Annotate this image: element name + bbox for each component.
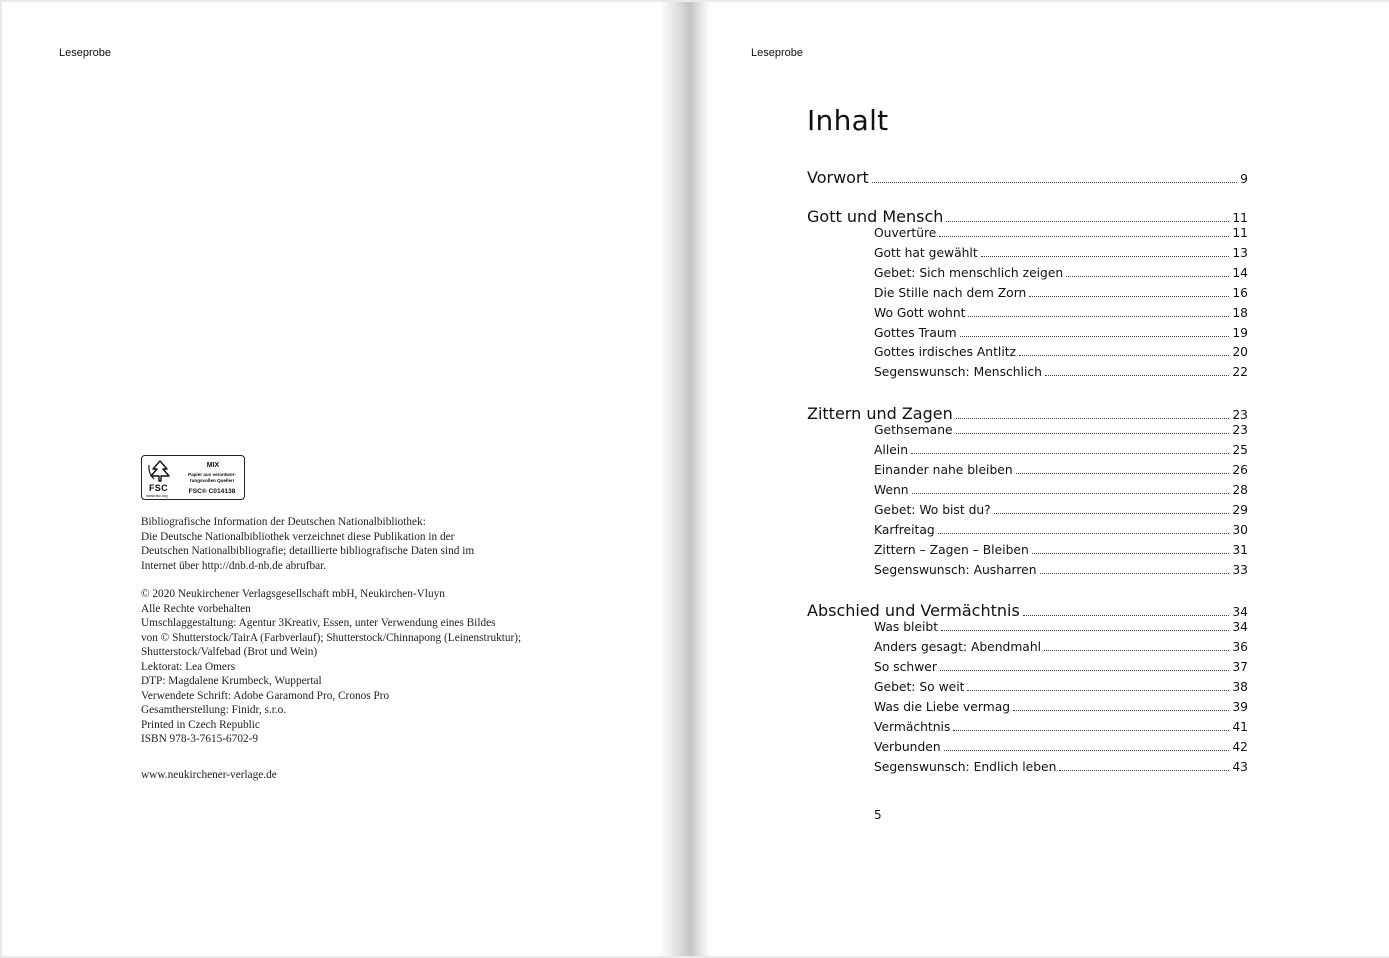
- toc-leader-dots: [1032, 553, 1230, 554]
- toc-entry-label: Wenn: [874, 482, 909, 497]
- toc-entry: [874, 423, 1248, 437]
- fsc-description: [180, 472, 244, 483]
- toc-entry-page: 19: [1232, 325, 1248, 340]
- toc-entry-label: Abschied und Vermächtnis: [807, 601, 1020, 621]
- toc-leader-dots: [912, 493, 1230, 494]
- toc-entry-label: Gebet: Wo bist du?: [874, 502, 991, 517]
- toc-leader-dots: [967, 690, 1229, 691]
- running-head-left: Leseprobe: [59, 47, 111, 59]
- imprint-line: Lektorat: Lea Omers: [141, 660, 236, 673]
- toc-entry-label: Gott hat gewählt: [874, 245, 978, 260]
- toc-entry-page: 29: [1232, 502, 1248, 517]
- fsc-license: FSC® C014138: [188, 488, 236, 495]
- publisher-website: www.neukirchener-verlage.de: [141, 769, 277, 781]
- toc-entry: [874, 563, 1248, 577]
- fsc-tree-icon: [146, 459, 174, 483]
- toc-section: [807, 168, 1248, 187]
- toc-leader-dots: [981, 256, 1230, 257]
- toc-entry-label: Zittern und Zagen: [807, 404, 953, 424]
- imprint-credits: [141, 587, 611, 747]
- toc-entry-page: 20: [1232, 345, 1248, 360]
- toc-entry: [874, 306, 1248, 320]
- toc-entry-label: Gebet: Sich menschlich zeigen: [874, 265, 1064, 280]
- toc-entry-label: Zittern – Zagen – Bleiben: [874, 542, 1029, 557]
- biblio-line: Internet über http://dnb.d-nb.de abrufbar.: [141, 559, 327, 572]
- imprint-line: © 2020 Neukirchener Verlagsgesellschaft mbH, Neukirchen-Vluyn: [141, 588, 445, 600]
- toc-leader-dots: [940, 670, 1229, 671]
- toc-entry-label: Vorwort: [807, 168, 869, 187]
- toc-entry: [874, 226, 1248, 240]
- toc-entry-page: 39: [1232, 700, 1248, 714]
- toc-leader-dots: [1029, 296, 1229, 297]
- toc-entry-page: 38: [1232, 680, 1248, 695]
- fsc-description-line: tungsvollen Quellen: [190, 477, 234, 483]
- toc-leader-dots: [960, 336, 1230, 337]
- toc-entry: [874, 720, 1248, 734]
- imprint-line: Verwendete Schrift: Adobe Garamond Pro, Cronos Pro: [141, 689, 390, 702]
- toc-entry-label: Gottes irdisches Antlitz: [874, 345, 1017, 360]
- toc-entry-label: Gebet: So weit: [874, 680, 965, 695]
- page-number: 5: [874, 808, 882, 822]
- toc-leader-dots: [1059, 770, 1229, 771]
- toc-leader-dots: [944, 750, 1230, 751]
- toc-entry-page: 34: [1232, 620, 1248, 635]
- toc-entry-label: Was bleibt: [874, 620, 939, 635]
- toc-leader-dots: [968, 316, 1229, 317]
- toc-leader-dots: [956, 433, 1230, 434]
- toc-entry: [874, 266, 1248, 280]
- toc-entry-page: 43: [1232, 759, 1248, 774]
- toc-leader-dots: [1013, 710, 1229, 711]
- toc-entry-page: 22: [1232, 365, 1248, 380]
- toc-entry-page: 18: [1232, 305, 1248, 320]
- imprint-line: Alle Rechte vorbehalten: [141, 602, 251, 615]
- toc-entry-label: Karfreitag: [874, 522, 935, 537]
- toc-entry: [874, 286, 1248, 300]
- toc-entry: [874, 640, 1248, 654]
- toc-title: Inhalt: [807, 104, 889, 137]
- imprint-line: Shutterstock/Valfebad (Brot und Wein): [141, 646, 318, 658]
- toc-leader-dots: [1023, 615, 1230, 616]
- toc-entry-page: 42: [1232, 739, 1248, 754]
- imprint-line: Umschlaggestaltung: Agentur 3Kreativ, Essen, unter Verwendung eines Bildes: [141, 617, 496, 629]
- fsc-description-line: Papier aus verantwor-: [188, 472, 236, 477]
- toc-entry-page: 41: [1232, 719, 1248, 734]
- biblio-line: Deutschen Nationalbibliografie; detaillierte bibliografische Daten sind im: [141, 545, 475, 557]
- book-gutter: [660, 2, 710, 956]
- bibliographic-info: [141, 515, 611, 573]
- toc-leader-dots: [1019, 355, 1229, 356]
- toc-entry: [874, 760, 1248, 774]
- toc-leader-dots: [994, 513, 1230, 514]
- toc-section: [807, 207, 1248, 226]
- toc-section: [807, 404, 1248, 423]
- toc-entry-page: 26: [1232, 463, 1248, 477]
- running-head-right: Leseprobe: [751, 47, 803, 59]
- toc-entry-page: 36: [1232, 640, 1248, 655]
- isbn: ISBN 978-3-7615-6702-9: [141, 733, 259, 745]
- toc-entry-label: Gott und Mensch: [807, 207, 944, 226]
- toc-entry-label: Wo Gott wohnt: [874, 305, 966, 320]
- toc-entry-label: Die Stille nach dem Zorn: [874, 285, 1027, 300]
- toc-entry-page: 16: [1232, 285, 1248, 300]
- toc-section: [807, 601, 1248, 620]
- imprint-line: von © Shutterstock/TairA (Farbverlauf); Shutterstock/Chinnapong (Leinenstruktur);: [141, 631, 522, 644]
- fsc-logo: [141, 455, 245, 500]
- left-page: [2, 2, 682, 956]
- toc-entry-label: Allein: [874, 443, 909, 458]
- biblio-line: Die Deutsche Nationalbibliothek verzeichnet diese Publikation in der: [141, 530, 455, 543]
- biblio-line: Bibliografische Information der Deutschen Nationalbibliothek:: [141, 516, 426, 528]
- toc-entry-label: Segenswunsch: Ausharren: [874, 562, 1037, 577]
- toc-leader-dots: [941, 630, 1229, 631]
- toc-entry-label: So schwer: [874, 660, 937, 675]
- fsc-url: www.fsc.org: [146, 493, 168, 498]
- toc-entry-page: 33: [1232, 562, 1248, 577]
- toc-entry-page: 14: [1232, 265, 1248, 280]
- toc-entry-label: Einander nahe bleiben: [874, 463, 1013, 477]
- toc-entry: [874, 443, 1248, 457]
- toc-entry: [874, 523, 1248, 537]
- toc-entry-label: Ouvertüre: [874, 226, 937, 240]
- toc-entry-label: Gottes Traum: [874, 325, 957, 340]
- toc-entry: [874, 543, 1248, 557]
- toc-entry: [874, 700, 1248, 714]
- toc-entry: [874, 463, 1248, 477]
- toc-leader-dots: [911, 453, 1229, 454]
- toc-entry: [874, 503, 1248, 517]
- toc-entry-page: 9: [1240, 172, 1248, 186]
- toc-entry-page: 37: [1232, 660, 1248, 675]
- toc-entry-label: Was die Liebe vermag: [874, 700, 1011, 714]
- toc-entry: [874, 740, 1248, 754]
- toc-leader-dots: [953, 730, 1229, 731]
- toc-entry-page: 30: [1232, 522, 1248, 537]
- toc-leader-dots: [872, 182, 1237, 183]
- toc-leader-dots: [1045, 375, 1229, 376]
- toc-entry-page: 28: [1232, 482, 1248, 497]
- toc-entry: [874, 620, 1248, 634]
- imprint-line: Gesamtherstellung: Finidr, s.r.o.: [141, 704, 287, 716]
- toc-entry: [874, 365, 1248, 379]
- toc-entry-page: 11: [1232, 226, 1248, 240]
- toc-entry: [874, 680, 1248, 694]
- toc-entry-label: Anders gesagt: Abendmahl: [874, 640, 1042, 655]
- toc-entry-label: Segenswunsch: Endlich leben: [874, 759, 1057, 774]
- toc-entry-label: Vermächtnis: [874, 719, 951, 734]
- toc-entry-page: 23: [1232, 423, 1248, 438]
- imprint-line: DTP: Magdalene Krumbeck, Wuppertal: [141, 675, 322, 687]
- toc-entry: [874, 345, 1248, 359]
- toc-leader-dots: [938, 533, 1230, 534]
- toc-leader-dots: [939, 236, 1229, 237]
- toc-entry-page: 25: [1232, 443, 1248, 458]
- toc-entry: [874, 660, 1248, 674]
- toc-leader-dots: [956, 418, 1230, 419]
- toc-leader-dots: [1044, 650, 1229, 651]
- toc-leader-dots: [1066, 276, 1229, 277]
- toc-entry: [874, 483, 1248, 497]
- toc-entry-label: Segenswunsch: Menschlich: [874, 365, 1042, 380]
- toc-leader-dots: [1016, 473, 1230, 474]
- right-page: [694, 2, 1389, 956]
- toc-entry-page: 23: [1232, 408, 1248, 423]
- toc-leader-dots: [946, 221, 1229, 222]
- imprint-line: Printed in Czech Republic: [141, 718, 260, 731]
- toc-entry-page: 13: [1232, 245, 1248, 260]
- toc-entry-page: 11: [1232, 211, 1248, 225]
- toc-entry: [874, 326, 1248, 340]
- fsc-mix-label: MIX: [206, 462, 220, 469]
- toc-entry: [874, 246, 1248, 260]
- toc-entry-label: Gethsemane: [874, 423, 953, 438]
- toc-entry-label: Verbunden: [874, 739, 941, 754]
- toc-entry-page: 34: [1232, 605, 1248, 620]
- fsc-brand: FSC: [149, 483, 168, 493]
- toc-entry-page: 31: [1232, 542, 1248, 557]
- toc-leader-dots: [1040, 573, 1230, 574]
